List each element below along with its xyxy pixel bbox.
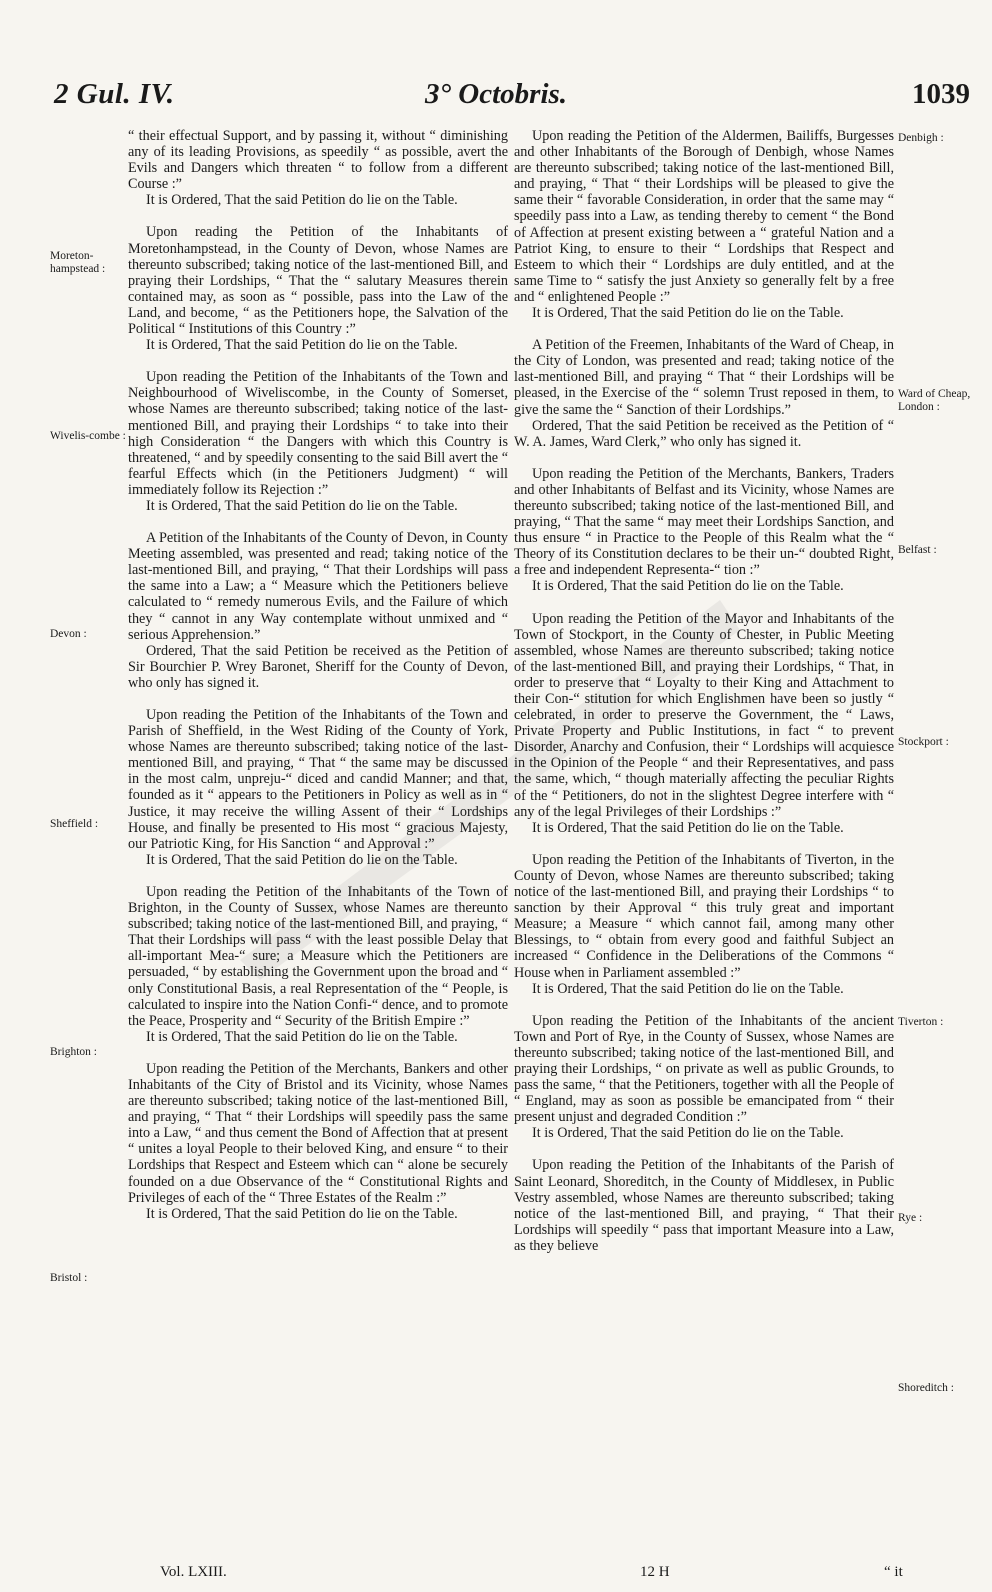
volume-number: Vol. LXIII. [160,1564,227,1580]
margin-note-denbigh: Denbigh : [898,132,944,144]
entry-order: It is Ordered, That the said Petition do lie on the Table. [532,980,844,997]
entry-order: It is Ordered, That the said Petition do lie on the Table. [532,1125,844,1142]
entry-text: A Petition of the Freemen, Inhabitants of the Ward of Cheap, in the City of London, was presented and read; taking notice of the last-mentioned Bill, and praying “ That “ their Lordships will be pleased, in the Exercise of the “ solemn Trust reposed in them, to give the same the “ Sanction of their Lordships.” [514,337,894,418]
left-column [128,128,508,1238]
petition-entry [514,611,894,836]
entry-order: It is Ordered, That the said Petition do lie on the Table. [146,851,458,868]
petition-entry [514,337,894,450]
petition-entry [514,128,894,321]
entry-text: Upon reading the Petition of the Merchants, Bankers, Traders and other Inhabitants of Belfast and its Vicinity, whose Names are thereunto subscribed; taking notice of the last-mentioned Bill, and praying, “ That the same “ may meet their Lordships Sanction, and thus ensure “ in Practice to the People of this Realm what the “ Theory of its Constitution declares to be their un-“ doubted Right, a free and independent Representa-“ tion :” [514,465,894,579]
entry-text: Upon reading the Petition of the Inhabitants of Moretonhampstead, in the County of Devon, whose Names are thereunto subscribed; taking notice of the last-mentioned Bill, and praying their Lordships, “ That the “ salutary Measures therein contained may, as soon as “ possible, pass into the Law of the Land, and become, “ as the Petitioners hope, the Salvation of the Political “ Institutions of this Country :” [128,224,508,338]
continued-entry [128,128,508,208]
petition-entry [128,884,508,1045]
petition-entry [514,852,894,997]
petition-entry [514,1013,894,1142]
petition-entry [128,369,508,514]
margin-note-brighton: Brighton : [50,1046,97,1058]
entry-order: Ordered, That the said Petition be received as the Petition of Sir Bourchier P. Wrey Baronet, Sheriff for the County of Devon, who only has signed it. [128,642,508,691]
margin-note-wiveliscombe: Wivelis-combe : [50,430,126,442]
entry-order: It is Ordered, That the said Petition do lie on the Table. [532,305,844,322]
margin-note-sheffield: Sheffield : [50,818,99,830]
margin-note-cheap: Ward of Cheap, London : [898,388,971,413]
margin-note-bristol: Bristol : [50,1272,88,1284]
entry-order: It is Ordered, That the said Petition do lie on the Table. [532,819,844,836]
entry-order: It is Ordered, That the said Petition do lie on the Table. [146,1028,458,1045]
right-column [514,128,894,1270]
petition-entry [128,224,508,353]
entry-text: A Petition of the Inhabitants of the County of Devon, in County Meeting assembled, was presented and read; taking notice of the last-mentioned Bill, and praying, “ That their Lordships will pass the same into a Law; a “ Measure which the Petitioners believe calculated to “ remedy numerous Evils, and the Failure of which they “ cannot in any Way contemplate without unmixed and “ serious Apprehension.” [128,530,508,643]
catchword: “ it [884,1564,903,1580]
entry-text: Upon reading the Petition of the Inhabitants of the Parish of Saint Leonard, Shoreditch, in the County of Middlesex, in Public Vestry assembled, whose Names are thereunto subscribed; taking notice of the last-mentioned Bill, and praying, “ That their Lordships will speedily “ pass that important Measure into a Law, as they believe [514,1157,894,1254]
margin-note-tiverton: Tiverton : [898,1016,944,1028]
page-footer [0,1564,992,1584]
margin-note-shoreditch: Shoreditch : [898,1382,954,1394]
petition-entry [514,466,894,595]
signature-mark: 12 H [640,1564,670,1580]
margin-note-stockport: Stockport : [898,736,949,748]
entry-text: Upon reading the Petition of the Inhabitants of Tiverton, in the County of Devon, whose Names are thereunto subscribed; taking notice of the last-mentioned Bill, and praying their Lordships “ to sanction by their Approval “ this truly great and important Measure; a Measure “ which cannot fail, among many other Blessings, to “ obtain from every good and faithful Subject an increased “ Confidence in the Deliberations of the Commons “ House when in Parliament assembled :” [514,851,894,981]
entry-text: Upon reading the Petition of the Inhabitants of the Town of Brighton, in the County of Sussex, whose Names are thereunto subscribed; taking notice of the last-mentioned Bill, and praying, “ That their Lordships will pass “ with the least possible Delay that all-important Mea-“ sure; a Measure which the Petitioners are persuaded, “ by establishing the Government upon the broad and “ only Constitutional Basis, a real Representation of the “ People, is calculated to inspire into the Nation Confi-“ dence, and to promote the Peace, Prosperity and “ Security of the British Empire :” [128,883,508,1029]
entry-text: Upon reading the Petition of the Inhabitants of the Town and Parish of Sheffield, in the West Riding of the County of York, whose Names are thereunto subscribed; taking notice of the last-mentioned Bill, and praying, “ That “ the same may be discussed in the most calm, unpreju-“ diced and candid Manner; and that, founded as it “ appears to the Petitioners in Policy as well as in “ Justice, it may receive the willing Assent of their “ Lordships House, and finally be presented to His most “ gracious Majesty, our Patriotic King, for His Sanction “ and Approval :” [128,707,508,852]
margin-note-devon: Devon : [50,628,87,640]
entry-text: Upon reading the Petition of the Inhabitants of the ancient Town and Port of Rye, in the County of Sussex, whose Names are thereunto subscribed; taking notice of the last-mentioned Bill, and praying their Lordships, “ on private as well as public Grounds, to pass the same, “ that the Petitioners, together with all the People of “ England, may as soon as possible be emancipated from “ their present unjust and degraded Condition :” [514,1012,894,1126]
regnal-year: 2 Gul. IV. [54,78,175,110]
petition-entry [128,1061,508,1222]
page-header [0,78,992,118]
page-date: 3° Octobris. [424,78,568,110]
entry-text: Upon reading the Petition of the Aldermen, Bailiffs, Burgesses and other Inhabitants of the Borough of Denbigh, whose Names are thereunto subscribed; taking notice of the last-mentioned Bill, and praying, “ That “ their Lordships will be pleased to give the same their “ favorable Consideration, in order that the same may “ speedily pass into a Law, as tending thereby to cement “ the Bond of Affection at present existing between a “ grateful Nation and a Patriot King, to ensure to their “ Lordships that Respect and Esteem to which their “ Lordships are duly entitled, and at the same Time to “ satisfy the just Anxiety so generally felt by a free and “ enlightened People :” [514,128,894,305]
petition-entry [128,530,508,691]
petition-entry [514,1157,894,1254]
entry-order: It is Ordered, That the said Petition do lie on the Table. [146,192,458,209]
entry-text: Upon reading the Petition of the Merchants, Bankers and other Inhabitants of the City of Bristol and its Vicinity, whose Names are thereunto subscribed; taking notice of the last-mentioned Bill, and praying, “ That “ their Lordships will speedily pass the same into a Law, “ and thus cement the Bond of Affection that at present “ unites a loyal People to their beloved King, and ensure “ to their Lordships that Respect and Esteem which can “ alone be securely founded on a due Observance of the “ Constitutional Rights and Privileges of each of the “ Three Estates of the Realm :” [128,1060,508,1206]
margin-note-rye: Rye : [898,1212,923,1224]
petition-entry [128,707,508,868]
entry-order: Ordered, That the said Petition be received as the Petition of “ W. A. James, Ward Clerk,” who only has signed it. [514,417,894,450]
entry-order: It is Ordered, That the said Petition do lie on the Table. [532,578,844,595]
page-number: 1039 [912,78,970,110]
entry-order: It is Ordered, That the said Petition do lie on the Table. [146,337,458,354]
entry-text: Upon reading the Petition of the Mayor and Inhabitants of the Town of Stockport, in the County of Chester, in Public Meeting assembled, whose Names are thereunto subscribed; taking notice of the last-mentioned Bill, and praying their Lordships, “ That, in order to preserve that “ Loyalty to their King and Attachment to their Con-“ stitution for which Englishmen have been so justly “ celebrated, in order to preserve the Government, the “ Laws, Private Property and Public Institutions, in fact “ to prevent Disorder, Anarchy and Confusion, their “ Lordships will acquiesce in the Opinion of the People “ and their Representatives, and pass the same, which, “ though materially affecting the peculiar Rights of the “ Petitioners, do not in the slightest Degree interfere with “ any of the legal Privileges of their Lordships :” [514,610,894,820]
entry-text: Upon reading the Petition of the Inhabitants of the Town and Neighbourhood of Wiveliscombe, in the County of Somerset, whose Names are thereunto subscribed; taking notice of the last-mentioned Bill, and praying their Lordships “ to take into their high Consideration “ the Dangers with which this Country is threatened, “ and by speedily consenting to the said Bill avert the “ fearful Effects which (in the Petitioners Judgment) “ will immediately follow its Rejection :” [128,369,508,498]
entry-order: It is Ordered, That the said Petition do lie on the Table. [146,497,458,514]
margin-note-moretonhampstead: Moreton-hampstead : [50,250,106,275]
entry-order: It is Ordered, That the said Petition do lie on the Table. [146,1205,458,1222]
entry-text: “ their effectual Support, and by passing it, without “ diminishing any of its leading Provisions, as speedily “ as possible, avert the Evils and Dangers which threaten “ to follow from a different Course :” [128,128,508,193]
margin-note-belfast: Belfast : [898,544,937,556]
